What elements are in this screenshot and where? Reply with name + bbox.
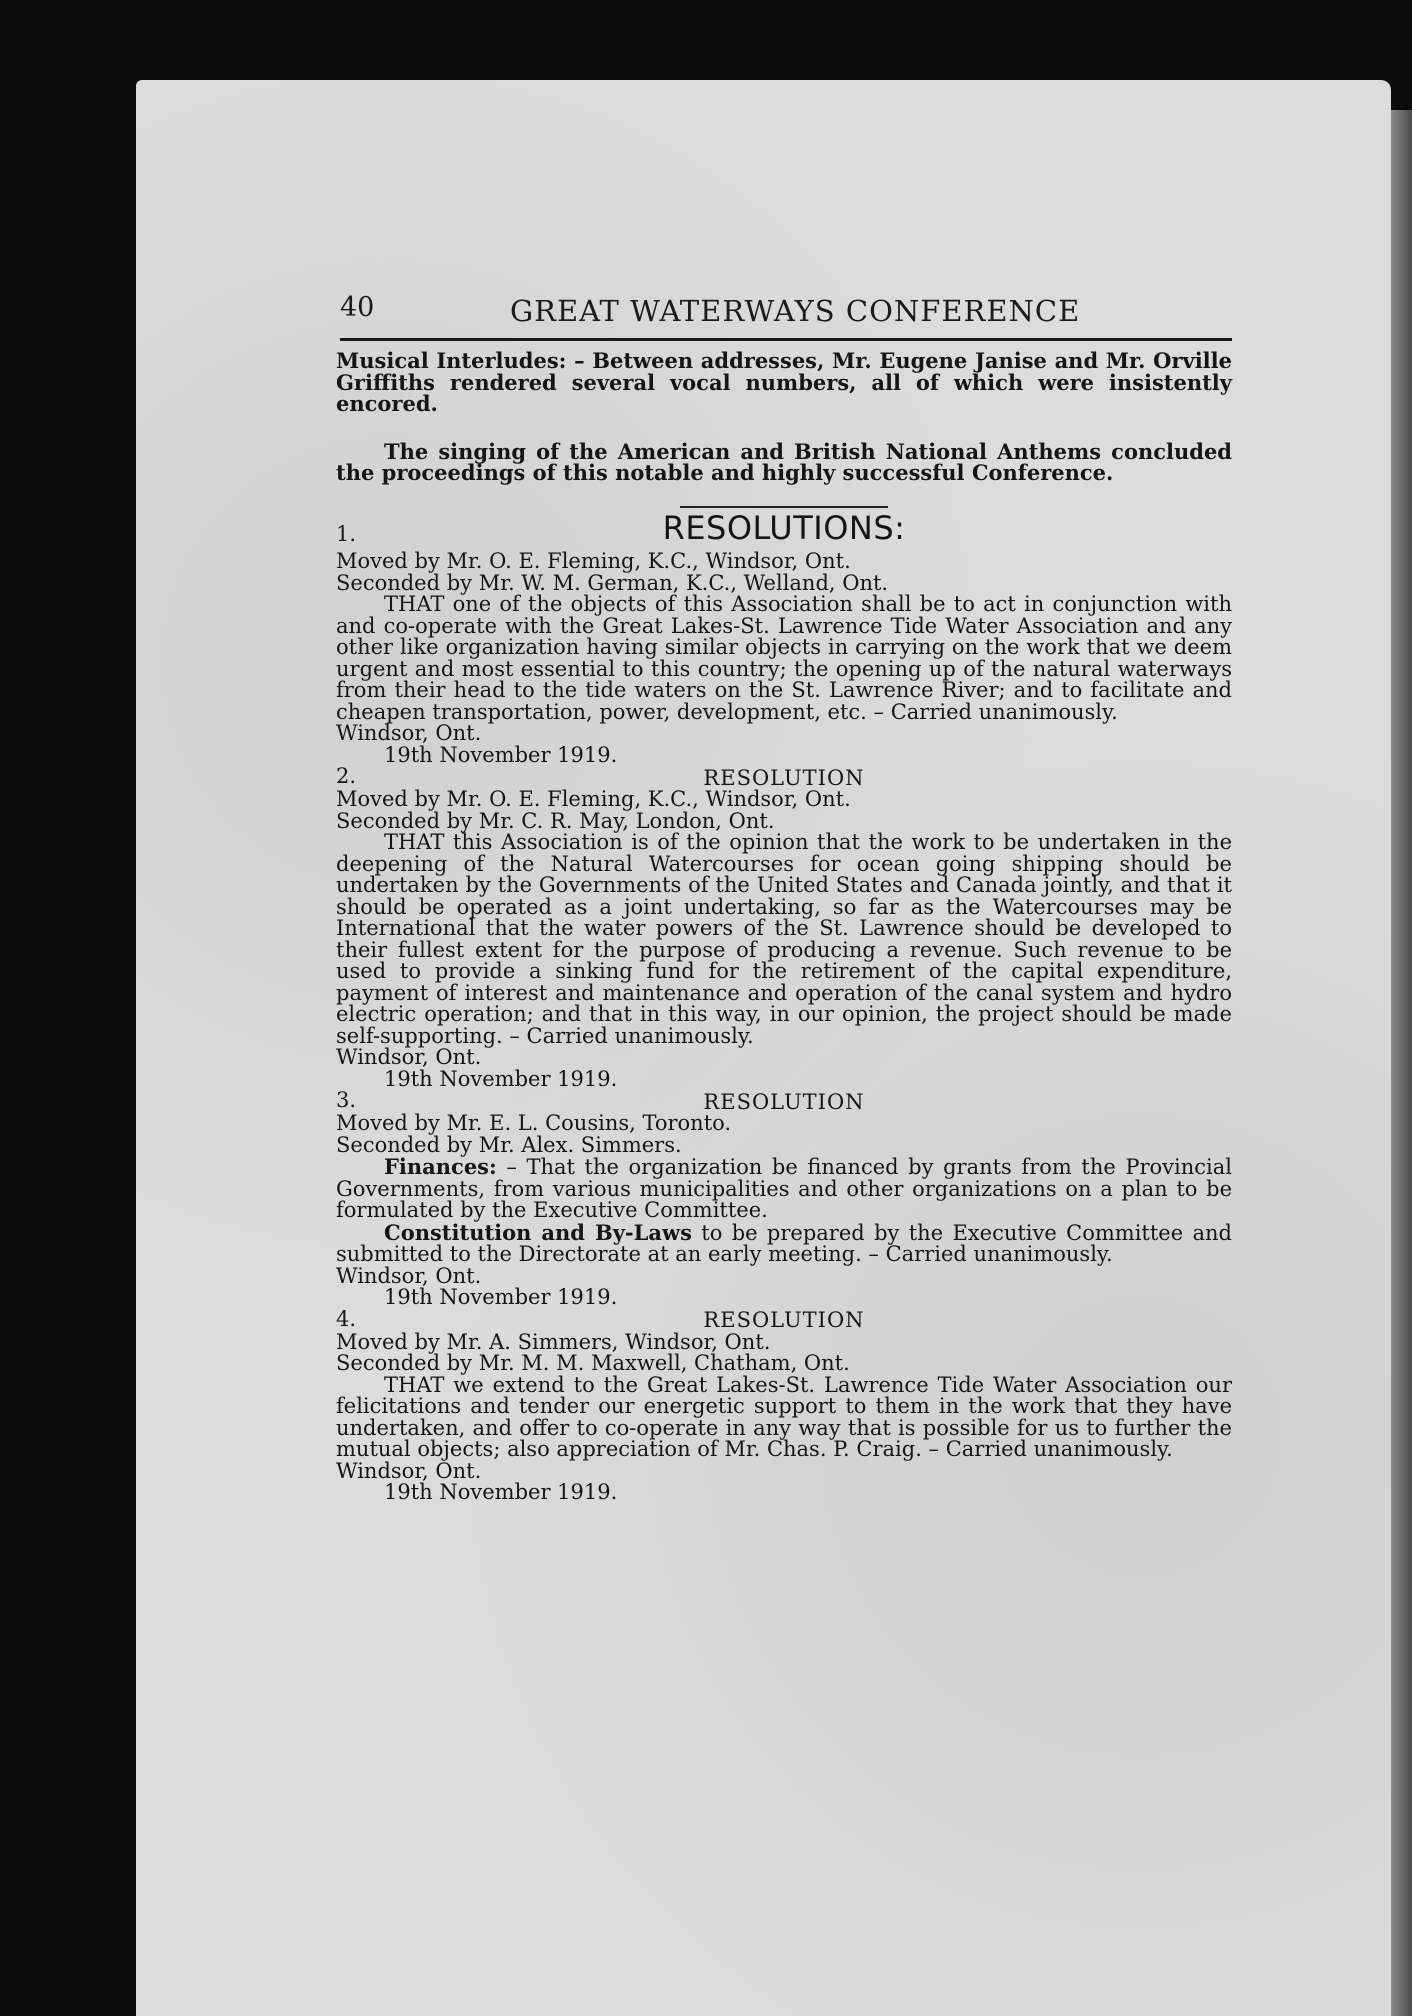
constitution-label: Constitution and By-Laws bbox=[384, 1219, 692, 1245]
resolution-place: Windsor, Ont. bbox=[336, 721, 482, 745]
resolution-place: Windsor, Ont. bbox=[336, 1045, 482, 1069]
resolution-title: RESOLUTION bbox=[703, 765, 865, 790]
resolution-place: Windsor, Ont. bbox=[336, 1458, 482, 1483]
resolution-date: 19th November 1919. bbox=[384, 1480, 618, 1504]
resolution-title: RESOLUTION bbox=[703, 1089, 865, 1114]
finances-text: – That the organization be financed by grants from the Provincial Governments, from various municipalities and other organizations on a plan to be formulated by the Executive Committee. bbox=[336, 1155, 1232, 1222]
moved-by: Moved by Mr. O. E. Fleming, K.C., Windsor, Ont. bbox=[336, 787, 851, 811]
seconded-by: Seconded by Mr. W. M. German, K.C., Welland, Ont. bbox=[336, 570, 889, 595]
seconded-by: Seconded by Mr. C. R. May, London, Ont. bbox=[336, 808, 775, 833]
section-divider bbox=[680, 506, 888, 508]
moved-by: Moved by Mr. E. L. Cousins, Toronto. bbox=[336, 1111, 732, 1135]
resolution-body-constitution bbox=[336, 1219, 1232, 1266]
finances-label: Finances: bbox=[384, 1154, 497, 1179]
resolution-number: 1. bbox=[336, 521, 357, 546]
constitution-text: to be prepared by the Executive Committee and submitted to the Directorate at an early meeting. – Carried unanimously. bbox=[336, 1220, 1232, 1266]
seconded-by: Seconded by Mr. M. M. Maxwell, Chatham, Ont. bbox=[336, 1351, 850, 1375]
moved-by: Moved by Mr. A. Simmers, Windsor, Ont. bbox=[336, 1329, 771, 1354]
resolutions-heading: RESOLUTIONS: bbox=[662, 509, 906, 547]
resolution-3 bbox=[336, 1090, 1232, 1309]
page-edge bbox=[1391, 110, 1412, 2016]
moved-by: Moved by Mr. O. E. Fleming, K.C., Windsor, Ont. bbox=[336, 549, 851, 573]
resolution-1 bbox=[336, 551, 1232, 766]
resolution-number: 2. bbox=[336, 764, 357, 788]
intro-anthems: The singing of the American and British National Anthems concluded the proceedings of this notable and highly successful Conference. bbox=[336, 438, 1232, 485]
resolution-4 bbox=[336, 1306, 1232, 1504]
running-title: GREAT WATERWAYS CONFERENCE bbox=[510, 294, 1081, 328]
page-content bbox=[336, 350, 1232, 1504]
resolution-2 bbox=[336, 766, 1232, 1090]
resolution-body: THAT we extend to the Great Lakes-St. Lawrence Tide Water Association our felicitations and tender our energetic support to them in the work that they have undertaken, and offer to co-operate in any way that is possible for us to further the mutual objects; also appreciation of Mr. Chas. P. Craig. – Carried unanimously. bbox=[336, 1372, 1232, 1461]
resolution-date: 19th November 1919. bbox=[384, 1285, 618, 1309]
seconded-by: Seconded by Mr. Alex. Simmers. bbox=[336, 1132, 682, 1157]
resolution-body: THAT one of the objects of this Association shall be to act in conjunction with and co-operate with the Great Lakes-St. Lawrence Tide Water Association and any other like organization having similar objects in carrying on the work that we deem urgent and most essential to this country; the opening up of the natural waterways from their head to the tide waters on the St. Lawrence River; and to facilitate and cheapen transportation, power, development, etc. – Carried unanimously. bbox=[336, 592, 1232, 724]
intro-interludes: Musical Interludes: – Between addresses, Mr. Eugene Janise and Mr. Orville Griffiths rendered several vocal numbers, all of which were insistently encored. bbox=[336, 348, 1232, 416]
resolution-date: 19th November 1919. bbox=[384, 742, 618, 767]
resolution-number: 3. bbox=[336, 1088, 357, 1112]
page-header bbox=[340, 292, 1232, 341]
resolution-body: THAT this Association is of the opinion that the work to be undertaken in the deepening of the Natural Watercourses for ocean going shipping should be undertaken by the Governments of the United States and Canada jointly, and that it should be operated as a joint undertaking, so far as the Watercourses may be International that the water powers of the St. Lawrence should be developed to their fullest extent for the purpose of producing a revenue. Such revenue to be used to provide a sinking fund for the retirement of the capital expenditure, payment of interest and maintenance and operation of the canal system and hydro electric operation; and that in this way, in our opinion, the project should be made self-supporting. – Carried unanimously. bbox=[336, 830, 1232, 1048]
resolution-place: Windsor, Ont. bbox=[336, 1263, 482, 1288]
resolution-title: RESOLUTION bbox=[703, 1308, 865, 1332]
page-number: 40 bbox=[340, 292, 375, 323]
resolution-date: 19th November 1919. bbox=[384, 1066, 618, 1091]
resolution-number: 4. bbox=[336, 1306, 357, 1331]
resolution-body-finances bbox=[336, 1156, 1232, 1222]
